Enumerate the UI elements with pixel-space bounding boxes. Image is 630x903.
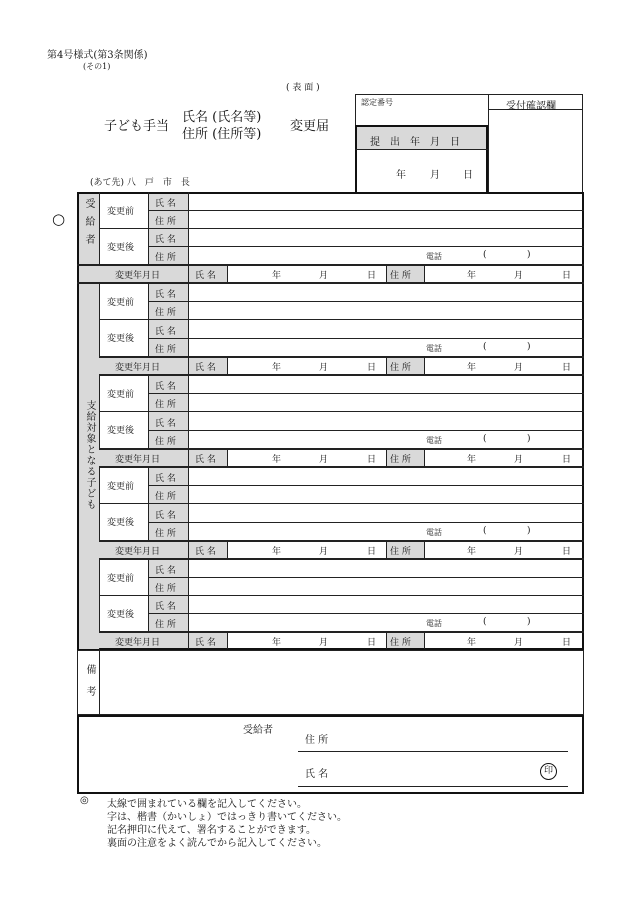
field-label: 月	[514, 455, 524, 465]
field-label: 変更前	[107, 390, 135, 400]
signature-name-field[interactable]	[347, 760, 527, 782]
field-label: 氏 名	[195, 363, 216, 373]
field-label: 住 所	[155, 620, 176, 630]
field-label: 氏 名	[155, 474, 176, 484]
field-label: 住 所	[155, 437, 176, 447]
field-label: 変更前	[107, 574, 135, 584]
field-label: 氏 名	[195, 455, 216, 465]
form-title-address: 住所 (住所等)	[182, 127, 262, 142]
field-label: 氏 名	[155, 382, 176, 392]
recipient-before-name-label: 氏 名	[155, 199, 176, 209]
field-label: (	[483, 342, 487, 352]
field-label: 変更後	[107, 426, 135, 436]
field-label: 日	[367, 271, 377, 281]
field-label: 変更後	[107, 334, 135, 344]
field-label: 月	[319, 455, 329, 465]
remarks-label: 備考	[84, 664, 95, 708]
field-label: 日	[367, 638, 377, 648]
field-label: 変更前	[107, 298, 135, 308]
field-label: 氏 名	[155, 511, 176, 521]
signature-name-label: 氏 名	[305, 769, 329, 780]
note-line-4: 裏面の注意をよく読んでから記入してください。	[107, 838, 327, 849]
field-label: 変更年月日	[115, 455, 161, 465]
field-label: 年	[272, 455, 282, 465]
field-label: 住 所	[390, 271, 411, 281]
field-label: 年	[272, 547, 282, 557]
recipient-phone-label: 電話	[426, 252, 442, 261]
field-label: )	[527, 342, 531, 352]
recipient-after-address-label: 住 所	[155, 253, 176, 263]
form-title-name: 氏名 (氏名等)	[182, 110, 262, 125]
form-title-left: 子ども手当	[104, 119, 170, 134]
signature-recipient-label: 受給者	[243, 725, 273, 736]
field-label: 年	[272, 638, 282, 648]
signature-address-field[interactable]	[347, 726, 567, 748]
field-label: 住 所	[155, 584, 176, 594]
recipient-before-address-field[interactable]	[189, 211, 582, 227]
field-label: 月	[319, 638, 329, 648]
field-label: 日	[562, 363, 572, 373]
field-label: 電話	[426, 619, 442, 628]
field-label: 氏 名	[155, 419, 176, 429]
field-label: )	[527, 250, 531, 260]
field-label: 住 所	[390, 638, 411, 648]
field-label: 月	[514, 547, 524, 557]
recipient-change-date-label: 変更年月日	[115, 271, 161, 281]
field-label: 年	[467, 455, 477, 465]
field-label: (	[483, 617, 487, 627]
field-label: 月	[319, 271, 329, 281]
field-label: 住 所	[390, 455, 411, 465]
cert-number-label: 認定番号	[361, 98, 393, 107]
submit-date-label: 提 出 年 月 日	[370, 137, 460, 148]
field-label: 年	[467, 363, 477, 373]
field-label: 日	[367, 363, 377, 373]
recipient-before-address-label: 住 所	[155, 217, 176, 227]
recipient-after-address-field[interactable]	[189, 247, 419, 263]
form-sub-number: (その1)	[83, 62, 111, 71]
field-label: 住 所	[155, 492, 176, 502]
note-line-2: 字は、楷書（かいしょ）ではっきり書いてください。	[107, 812, 347, 823]
field-label: 電話	[426, 436, 442, 445]
field-label: 月	[319, 547, 329, 557]
addressee: (あて先) 八 戸 市 長	[90, 178, 190, 188]
field-label: 日	[562, 547, 572, 557]
receipt-label: 受付確認欄	[506, 101, 556, 112]
field-label: 氏 名	[155, 290, 176, 300]
field-label: 年	[272, 271, 282, 281]
field-label: 氏 名	[155, 566, 176, 576]
signature-address-label: 住 所	[305, 735, 329, 746]
field-label: 月	[514, 638, 524, 648]
field-label: 氏 名	[195, 638, 216, 648]
field-label: 変更年月日	[115, 363, 161, 373]
children-section-label: 支給対象となる子ども	[84, 400, 95, 510]
field-label: 住 所	[155, 308, 176, 318]
field-label: 日	[562, 638, 572, 648]
field-label: 月	[319, 363, 329, 373]
field-label: 日	[367, 547, 377, 557]
notes-mark: ◎	[80, 795, 89, 806]
field-label: 住 所	[155, 400, 176, 410]
form-title-right: 変更届	[290, 119, 330, 134]
recipient-before-name-field[interactable]	[189, 193, 582, 209]
circle-mark: ○	[52, 210, 66, 228]
field-label: 年	[467, 638, 477, 648]
recipient-section-label: 受給者	[83, 198, 94, 252]
submit-month: 月	[430, 170, 440, 181]
recipient-after-name-label: 氏 名	[155, 235, 176, 245]
note-line-1: 太線で囲まれている欄を記入してください。	[107, 799, 307, 810]
field-label: 住 所	[390, 547, 411, 557]
field-label: 年	[467, 547, 477, 557]
field-label: 氏 名	[155, 602, 176, 612]
field-label: (	[483, 526, 487, 536]
field-label: 住 所	[390, 363, 411, 373]
field-label: 電話	[426, 528, 442, 537]
recipient-after-name-field[interactable]	[189, 229, 582, 245]
field-label: 変更年月日	[115, 638, 161, 648]
field-label: 住 所	[155, 345, 176, 355]
field-label: (	[483, 434, 487, 444]
field-label: (	[483, 250, 487, 260]
remarks-box[interactable]	[77, 650, 584, 715]
field-label: 変更後	[107, 518, 135, 528]
submit-year: 年	[396, 170, 406, 181]
field-label: 年	[467, 271, 477, 281]
field-label: 日	[367, 455, 377, 465]
field-label: 氏 名	[195, 547, 216, 557]
field-label: )	[527, 434, 531, 444]
field-label: 氏 名	[155, 327, 176, 337]
field-label: )	[527, 617, 531, 627]
seal-mark: 印	[540, 763, 557, 780]
field-label: 変更年月日	[115, 547, 161, 557]
form-number: 第4号様式(第3条関係)	[47, 50, 148, 61]
field-label: 日	[562, 455, 572, 465]
field-label: 月	[514, 271, 524, 281]
recipient-before-label: 変更前	[107, 207, 135, 217]
field-label: 氏 名	[195, 271, 216, 281]
field-label: 変更後	[107, 610, 135, 620]
field-label: )	[527, 526, 531, 536]
note-line-3: 記名押印に代えて、署名することができます。	[107, 825, 316, 836]
field-label: 住 所	[155, 529, 176, 539]
form-side-label: ( 表 面 )	[286, 83, 320, 93]
field-label: 変更前	[107, 482, 135, 492]
submit-day: 日	[463, 170, 473, 181]
field-label: 月	[514, 363, 524, 373]
recipient-after-label: 変更後	[107, 243, 135, 253]
field-label: 日	[562, 271, 572, 281]
field-label: 年	[272, 363, 282, 373]
field-label: 電話	[426, 344, 442, 353]
